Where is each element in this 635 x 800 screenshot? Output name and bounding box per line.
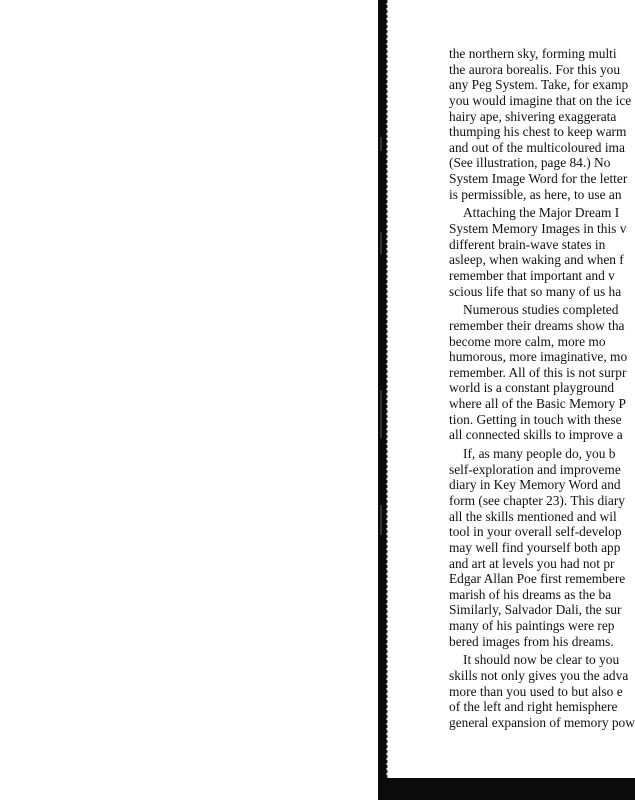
text-line: It should now be clear to you: [463, 652, 620, 668]
text-line: marish of his dreams as the ba: [449, 586, 612, 602]
text-line: tion. Getting in touch with these: [449, 411, 622, 427]
text-line: many of his paintings were rep: [449, 618, 615, 634]
text-line: may well find yourself both app: [449, 539, 621, 555]
text-line: remember their dreams show tha: [449, 317, 625, 333]
book-page-text: [449, 46, 635, 776]
text-line: where all of the Basic Memory P: [449, 396, 627, 412]
text-line: and art at levels you had not pr: [449, 555, 615, 571]
text-line: you would imagine that on the ice: [449, 92, 632, 108]
text-line: If, as many people do, you b: [463, 446, 616, 462]
text-line: System Memory Images in this v: [449, 221, 627, 237]
text-line: remember. All of this is not surpr: [449, 364, 627, 380]
paragraph: [449, 46, 635, 202]
margin-mark: [380, 137, 382, 151]
paragraph: [449, 446, 635, 649]
text-line: self-exploration and improveme: [449, 461, 621, 477]
text-line: the northern sky, forming multi: [449, 46, 617, 61]
paragraph: [449, 205, 635, 299]
margin-mark: [380, 505, 382, 535]
scan-binding-texture: [386, 0, 388, 800]
text-line: (See illustration, page 84.) No: [449, 155, 611, 171]
text-line: bered images from his dreams.: [449, 633, 614, 649]
text-line: humorous, more imaginative, mo: [449, 349, 628, 365]
text-line: become more calm, more mo: [449, 333, 606, 349]
text-line: thumping his chest to keep warm: [449, 124, 627, 140]
text-line: and out of the multicoloured ima: [449, 139, 625, 155]
text-line: Edgar Allan Poe first remembere: [449, 571, 626, 587]
text-line: Numerous studies completed: [463, 302, 619, 318]
text-line: Similarly, Salvador Dali, the sur: [449, 602, 622, 618]
text-line: asleep, when waking and when f: [449, 252, 624, 268]
text-line: of the left and right hemisphere: [449, 699, 618, 715]
text-line: System Image Word for the letter: [449, 171, 628, 187]
text-line: all the skills mentioned and wil: [449, 508, 617, 524]
text-line: general expansion of memory pow: [449, 714, 635, 730]
text-line: world is a constant playground: [449, 380, 615, 396]
margin-mark: [380, 232, 382, 254]
scan-bottom-shadow: [378, 778, 635, 800]
text-line: is permissible, as here, to use an: [449, 186, 622, 202]
text-line: scious life that so many of us ha: [449, 283, 622, 299]
text-line: form (see chapter 23). This diary: [449, 492, 626, 508]
text-line: remember that important and v: [449, 267, 615, 283]
text-line: any Peg System. Take, for examp: [449, 77, 629, 93]
text-line: hairy ape, shivering exaggerata: [449, 108, 617, 124]
text-line: tool in your overall self-develop: [449, 524, 622, 540]
text-line: the aurora borealis. For this you: [449, 61, 621, 77]
text-line: more than you used to but also e: [449, 683, 623, 699]
paragraph: [449, 652, 635, 730]
paragraph: [449, 302, 635, 443]
text-line: Attaching the Major Dream I: [463, 205, 620, 221]
text-line: all connected skills to improve a: [449, 427, 623, 443]
text-line: different brain-wave states in: [449, 236, 606, 252]
margin-mark: [380, 390, 382, 438]
text-line: skills not only gives you the adva: [449, 667, 629, 683]
text-line: diary in Key Memory Word and: [449, 477, 621, 493]
